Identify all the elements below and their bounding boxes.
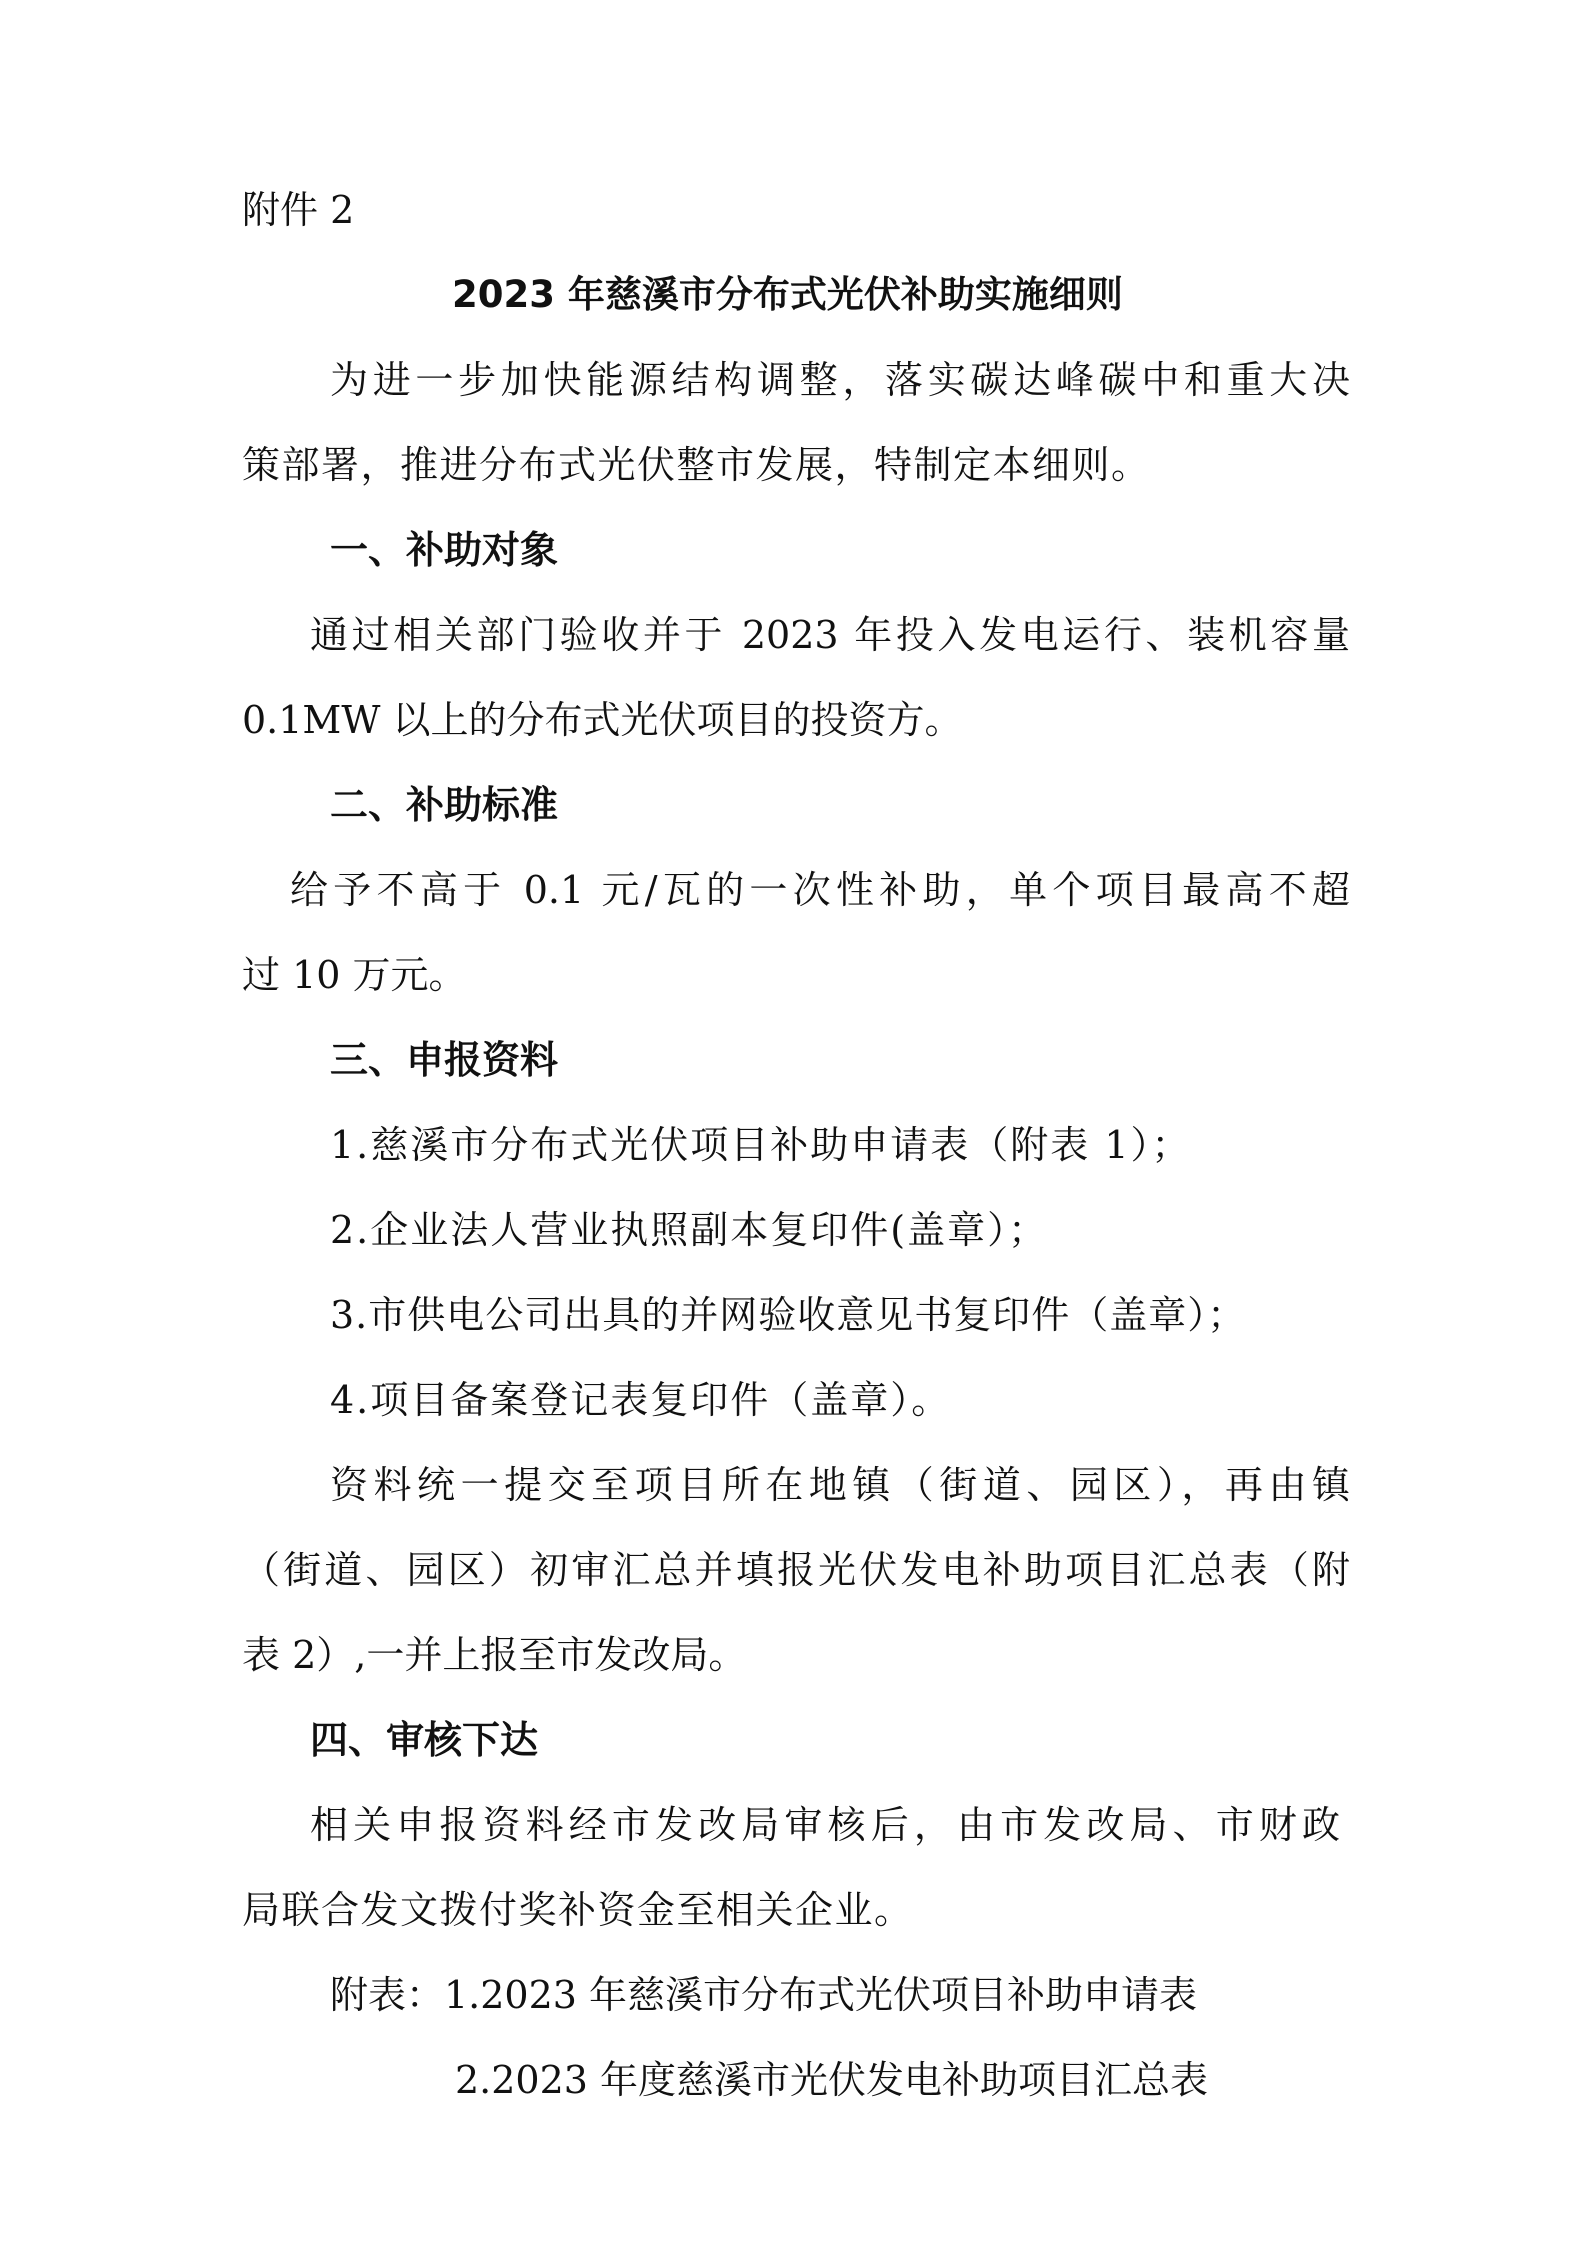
body-line: 通过相关部门验收并于 2023 年投入发电运行、装机容量 <box>310 613 1350 657</box>
body-line: 局联合发文拨付奖补资金至相关企业。 <box>242 1888 914 1932</box>
list-item: 3.市供电公司出具的并网验收意见书复印件（盖章）； <box>330 1293 1247 1337</box>
appendix-line: 2.2023 年度慈溪市光伏发电补助项目汇总表 <box>455 2058 1209 2102</box>
body-line: 资料统一提交至项目所在地镇（街道、园区），再由镇 <box>330 1463 1350 1507</box>
list-item: 2.企业法人营业执照副本复印件(盖章）； <box>330 1208 1049 1252</box>
section-heading: 二、补助标准 <box>330 783 559 827</box>
intro-line: 策部署，推进分布式光伏整市发展，特制定本细则。 <box>242 443 1151 487</box>
body-line: 0.1MW 以上的分布式光伏项目的投资方。 <box>242 698 963 742</box>
body-line: 过 10 万元。 <box>242 953 467 997</box>
document-title: 2023 年慈溪市分布式光伏补助实施细则 <box>452 273 1123 316</box>
attachment-label: 附件 2 <box>242 188 355 232</box>
list-item: 1.慈溪市分布式光伏项目补助申请表（附表 1）； <box>330 1123 1192 1167</box>
body-line: （街道、园区）初审汇总并填报光伏发电补助项目汇总表（附 <box>242 1548 1350 1592</box>
section-heading: 一、补助对象 <box>330 528 559 572</box>
body-line: 相关申报资料经市发改局审核后，由市发改局、市财政 <box>310 1803 1340 1847</box>
list-item: 4.项目备案登记表复印件（盖章）。 <box>330 1378 952 1422</box>
section-heading: 三、申报资料 <box>330 1038 559 1082</box>
appendix-line: 附表：1.2023 年慈溪市分布式光伏项目补助申请表 <box>330 1973 1198 2017</box>
section-heading: 四、审核下达 <box>310 1718 539 1762</box>
intro-line: 为进一步加快能源结构调整，落实碳达峰碳中和重大决 <box>330 358 1350 402</box>
body-line: 表 2）,一并上报至市发改局。 <box>242 1633 747 1677</box>
body-line: 给予不高于 0.1 元/瓦的一次性补助，单个项目最高不超 <box>290 868 1350 912</box>
